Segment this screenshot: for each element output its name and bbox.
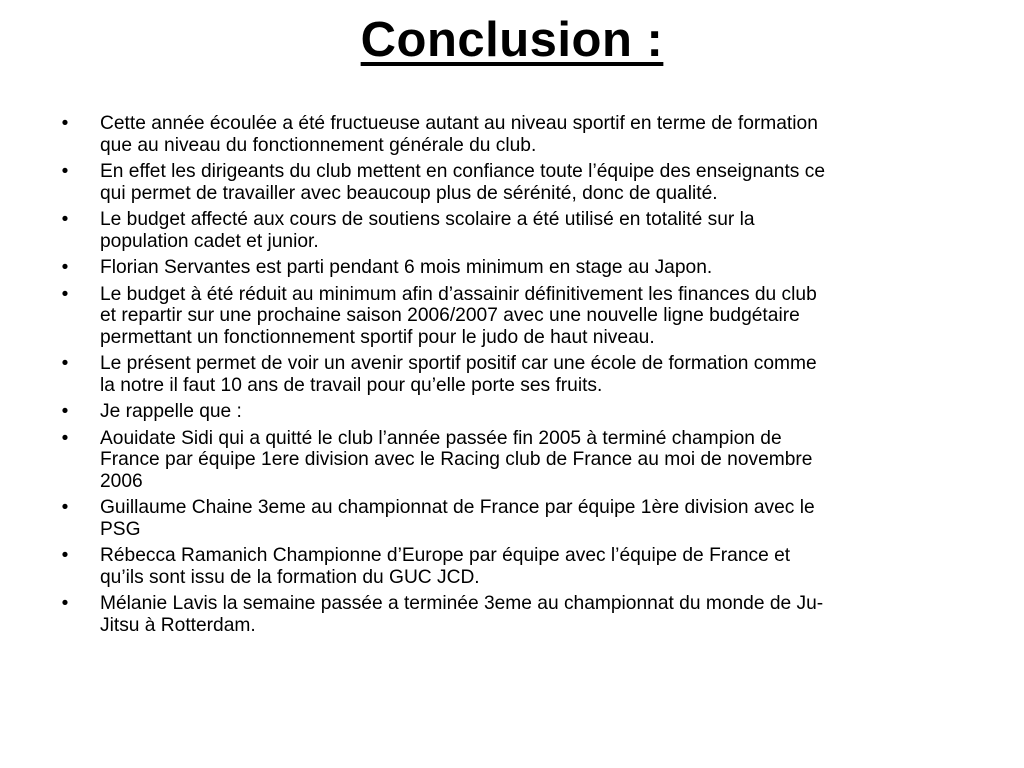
bullet-text-line: permettant un fonctionnement sportif pour le judo de haut niveau. <box>100 326 655 348</box>
bullet-text-line: qui permet de travailler avec beaucoup plus de sérénité, donc de qualité. <box>100 182 718 204</box>
bullet-item <box>58 593 978 636</box>
bullet-text-line: PSG <box>100 518 141 540</box>
bullet-text-line: Jitsu à Rotterdam. <box>100 614 256 636</box>
bullet-text-line: la notre il faut 10 ans de travail pour qu’elle porte ses fruits. <box>100 374 603 396</box>
bullet-dot-icon: • <box>61 401 69 422</box>
bullet-item <box>58 113 978 156</box>
bullet-item <box>58 353 978 396</box>
bullet-list <box>58 113 978 641</box>
bullet-item <box>58 497 978 540</box>
bullet-text-line: et repartir sur une prochaine saison 2006/2007 avec une nouvelle ligne budgétaire <box>100 305 800 326</box>
bullet-dot-icon: • <box>61 353 69 374</box>
bullet-dot-icon: • <box>61 161 69 182</box>
bullet-text-line: population cadet et junior. <box>100 230 319 252</box>
slide-title: Conclusion : <box>360 13 664 67</box>
bullet-text-line: que au niveau du fonctionnement générale du club. <box>100 134 537 156</box>
bullet-text-line: Le présent permet de voir un avenir sportif positif car une école de formation comme <box>100 353 817 374</box>
bullet-item <box>58 428 978 493</box>
bullet-text-line: En effet les dirigeants du club mettent en confiance toute l’équipe des enseignants ce <box>100 161 825 182</box>
bullet-item <box>58 161 978 204</box>
bullet-dot-icon: • <box>61 593 69 614</box>
bullet-dot-icon: • <box>61 427 69 449</box>
bullet-text-line: 2006 <box>100 470 143 492</box>
bullet-item <box>58 209 978 252</box>
bullet-dot-icon: • <box>61 283 69 305</box>
bullet-item <box>58 545 978 588</box>
bullet-text-line: France par équipe 1ere division avec le Racing club de France au moi de novembre <box>100 449 813 470</box>
bullet-text-line: Rébecca Ramanich Championne d’Europe par équipe avec l’équipe de France et <box>100 545 791 566</box>
bullet-text-line: Je rappelle que : <box>100 401 242 422</box>
bullet-text-line: Aouidate Sidi qui a quitté le club l’année passée fin 2005 à terminé champion de <box>100 427 782 449</box>
bullet-dot-icon: • <box>61 209 69 230</box>
bullet-text-line: qu’ils sont issu de la formation du GUC JCD. <box>100 566 480 588</box>
bullet-dot-icon: • <box>61 545 69 566</box>
bullet-dot-icon: • <box>61 257 69 278</box>
bullet-text-line: Guillaume Chaine 3eme au championnat de France par équipe 1ère division avec le <box>100 497 815 518</box>
bullet-text-line: Le budget à été réduit au minimum afin d’assainir définitivement les finances du club <box>100 283 817 305</box>
bullet-text-line: Mélanie Lavis la semaine passée a terminée 3eme au championnat du monde de Ju- <box>100 593 824 614</box>
bullet-item <box>58 257 978 279</box>
bullet-item <box>58 284 978 349</box>
bullet-text-line: Le budget affecté aux cours de soutiens scolaire a été utilisé en totalité sur la <box>100 209 755 230</box>
bullet-item <box>58 401 978 423</box>
bullet-text-line: Cette année écoulée a été fructueuse autant au niveau sportif en terme de formation <box>100 113 818 134</box>
bullet-text-line: Florian Servantes est parti pendant 6 mois minimum en stage au Japon. <box>100 257 713 278</box>
bullet-dot-icon: • <box>61 497 69 518</box>
bullet-dot-icon: • <box>61 113 69 134</box>
